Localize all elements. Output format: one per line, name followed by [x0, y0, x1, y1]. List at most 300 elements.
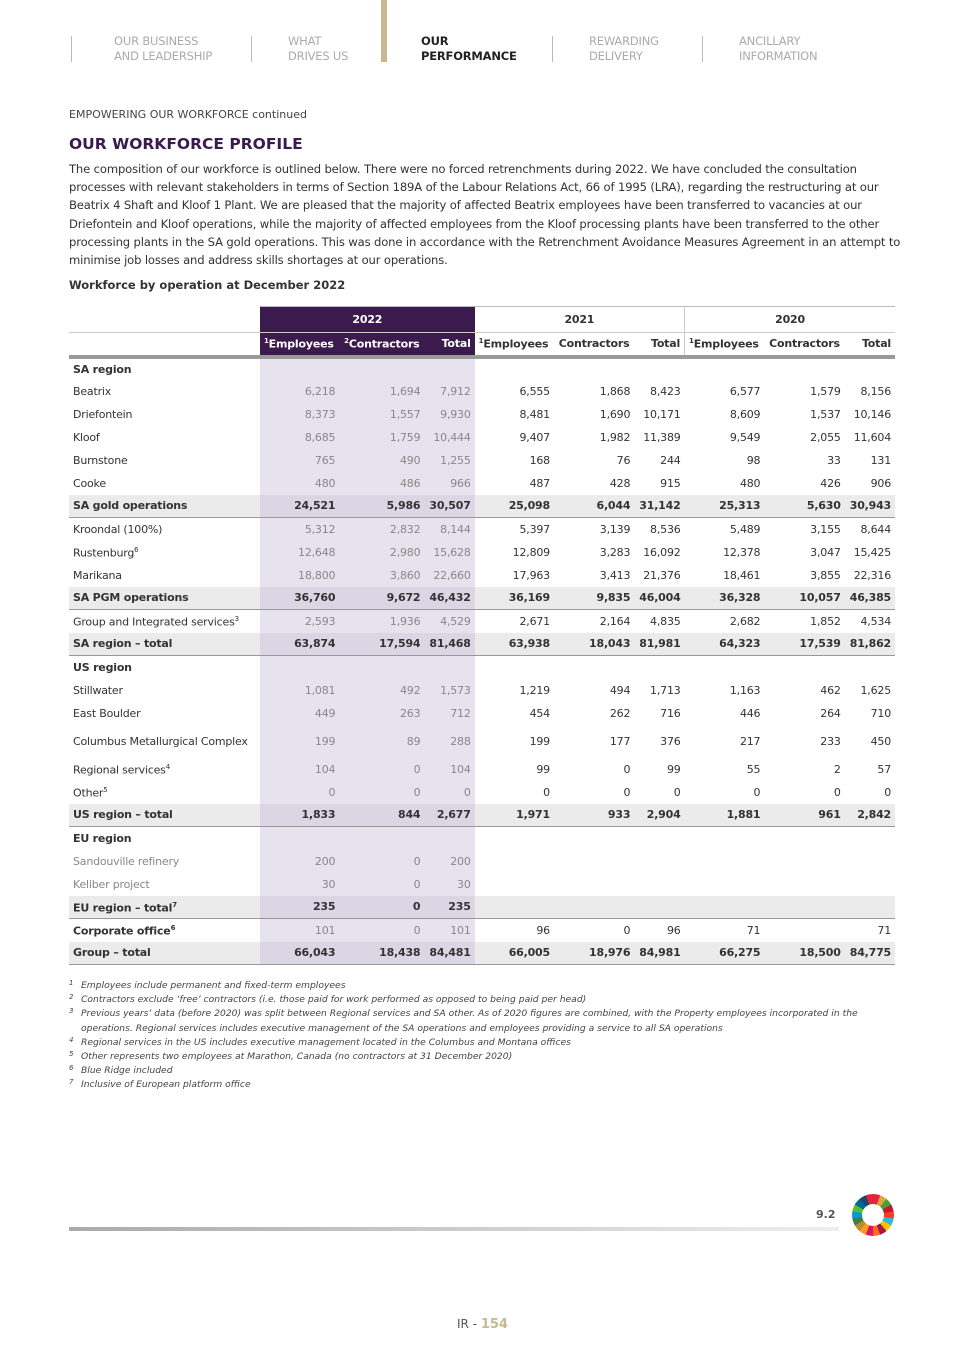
row-label-text: SA region – total — [73, 637, 173, 651]
table-cell: 492 — [339, 679, 424, 702]
table-cell: 2,980 — [339, 541, 424, 564]
table-cell — [634, 896, 684, 919]
row-label — [69, 564, 260, 587]
table-cell: 3,283 — [599, 545, 631, 559]
table-cell: 101 — [424, 919, 474, 942]
total-row — [69, 495, 895, 518]
nav-ancillary-information[interactable] — [739, 34, 817, 64]
row-label-text: EU region — [73, 831, 132, 845]
table-cell: 199 — [529, 734, 550, 748]
row-label-text: Columbus Metallurgical Complex — [73, 734, 248, 748]
table-cell: 1,579 — [810, 384, 841, 398]
table-cell: 486 — [339, 472, 424, 495]
table-cell — [845, 850, 895, 873]
table-cell: 10,057 — [764, 587, 844, 610]
table-cell: 906 — [870, 476, 891, 490]
table-cell: 10,146 — [853, 407, 891, 421]
table-cell — [424, 827, 474, 850]
table-row — [69, 850, 895, 873]
footnote-ref: 5 — [103, 786, 108, 795]
table-cell: 9,407 — [519, 430, 550, 444]
table-cell: 17,594 — [339, 633, 424, 656]
table-cell — [685, 357, 765, 380]
table-cell: 66,005 — [475, 942, 554, 965]
table-cell: 46,432 — [424, 587, 474, 610]
table-cell — [634, 827, 684, 850]
row-label-text: Stillwater — [73, 683, 123, 697]
row-label-text: SA gold operations — [73, 499, 188, 513]
region-row — [69, 827, 895, 850]
table-cell: 18,976 — [554, 942, 634, 965]
table-cell: 99 — [536, 762, 550, 776]
sdg-wheel-icon — [852, 1194, 894, 1236]
table-cell: 933 — [554, 804, 634, 827]
table-cell — [260, 656, 339, 679]
row-label-text: Corporate office — [73, 925, 171, 939]
region-row — [69, 357, 895, 380]
table-cell: 99 — [666, 762, 681, 776]
table-cell: 25,313 — [685, 495, 765, 518]
page-prefix: IR - — [457, 1317, 481, 1331]
row-label — [69, 896, 260, 919]
column-header-label: Contractors — [558, 337, 630, 351]
table-cell: 25,098 — [475, 495, 554, 518]
table-cell: 8,536 — [650, 522, 681, 536]
footnote-number: 4 — [69, 1035, 74, 1044]
table-cell: 2,832 — [339, 518, 424, 541]
column-header — [764, 333, 844, 357]
table-cell: 64,323 — [685, 633, 765, 656]
table-cell — [685, 850, 765, 873]
table-cell: 0 — [673, 785, 681, 799]
table-cell: 2,593 — [260, 610, 339, 633]
row-label-text: Burnstone — [73, 453, 128, 467]
table-cell: 8,423 — [650, 384, 681, 398]
row-label — [69, 357, 260, 380]
column-header — [260, 333, 339, 357]
table-cell: 1,713 — [650, 683, 681, 697]
table-cell — [685, 873, 765, 896]
table-cell: 263 — [339, 702, 424, 725]
page-number-value: 154 — [480, 1317, 508, 1332]
table-cell: 9,835 — [554, 587, 634, 610]
year-header-2020: 2020 — [685, 307, 895, 333]
table-cell: 18,438 — [339, 942, 424, 965]
year-header-2022: 2022 — [260, 307, 475, 333]
table-cell: 462 — [820, 683, 841, 697]
row-label-text: SA PGM operations — [73, 591, 189, 605]
row-label-text: Kloof — [73, 430, 100, 444]
table-cell — [475, 357, 554, 380]
row-label — [69, 758, 260, 781]
nav-label: WHAT — [288, 34, 322, 48]
table-cell — [764, 873, 844, 896]
footnote-number: 3 — [69, 1007, 74, 1016]
table-cell: 96 — [536, 923, 550, 937]
column-header — [634, 333, 684, 357]
table-cell: 716 — [660, 706, 681, 720]
table-cell: 81,468 — [424, 633, 474, 656]
table-cell: 2,904 — [634, 804, 684, 827]
column-header-label: Employees — [268, 337, 334, 351]
row-label — [69, 587, 260, 610]
table-cell — [634, 850, 684, 873]
footnote — [69, 1007, 899, 1035]
row-label — [69, 495, 260, 518]
table-cell: 1,759 — [339, 426, 424, 449]
table-cell: 8,481 — [519, 407, 550, 421]
table-cell — [554, 850, 634, 873]
row-label-text: Sandouville refinery — [73, 854, 180, 868]
total-row — [69, 587, 895, 610]
table-cell: 5,630 — [764, 495, 844, 518]
footnote — [69, 979, 899, 993]
column-header — [845, 333, 895, 357]
table-cell: 10,444 — [424, 426, 474, 449]
table-cell: 7,912 — [424, 380, 474, 403]
footnotes — [69, 979, 899, 1093]
row-label-text: East Boulder — [73, 706, 141, 720]
table-cell — [554, 896, 634, 919]
table-cell: 5,397 — [519, 522, 550, 536]
table-cell: 494 — [609, 683, 631, 697]
table-cell: 0 — [543, 785, 550, 799]
row-label — [69, 380, 260, 403]
table-cell: 1,982 — [599, 430, 631, 444]
table-cell: 11,604 — [853, 430, 891, 444]
row-label — [69, 403, 260, 426]
row-label — [69, 873, 260, 896]
nav-label: DELIVERY — [589, 49, 643, 63]
table-cell: 17,539 — [764, 633, 844, 656]
footnote-text: Regional services in the US includes executive management located in the Columbus and Montana offices — [81, 1036, 571, 1048]
table-cell: 262 — [609, 706, 631, 720]
table-cell: 2 — [833, 762, 841, 776]
table-cell: 0 — [339, 850, 424, 873]
table-cell — [475, 873, 554, 896]
nav-our-performance[interactable] — [421, 34, 517, 64]
table-cell — [845, 827, 895, 850]
table-cell: 0 — [753, 785, 761, 799]
footnote-number: 6 — [69, 1064, 74, 1073]
row-label — [69, 449, 260, 472]
table-row — [69, 873, 895, 896]
table-cell: 9,930 — [424, 403, 474, 426]
table-cell: 1,868 — [599, 384, 631, 398]
table-cell: 0 — [623, 785, 631, 799]
table-cell: 71 — [746, 923, 761, 937]
table-row — [69, 380, 895, 403]
footnote-ref: 6 — [134, 546, 139, 555]
table-cell — [554, 656, 634, 679]
table-cell — [339, 827, 424, 850]
footnote-text: Other represents two employees at Marathon, Canada (no contractors at 31 December 2020) — [81, 1051, 513, 1063]
row-label — [69, 656, 260, 679]
table-cell: 168 — [529, 453, 550, 467]
table-cell — [634, 873, 684, 896]
nav-label: INFORMATION — [739, 49, 818, 63]
table-cell: 17,963 — [512, 568, 550, 582]
table-cell: 200 — [424, 850, 474, 873]
table-cell: 961 — [764, 804, 844, 827]
table-cell: 710 — [870, 706, 891, 720]
section-nav — [0, 0, 965, 70]
column-header-label: Employees — [693, 337, 759, 351]
table-cell: 480 — [260, 472, 339, 495]
table-row — [69, 403, 895, 426]
table-caption: Workforce by operation at December 2022 — [69, 278, 346, 292]
table-cell — [260, 827, 339, 850]
intro-paragraph: The composition of our workforce is outlined below. There were no forced retrenchments during 2022. We have concluded the consultation processes with relevant stakeholders in terms of Section 189A of the Labour Relations Act, 66 of 1995 (LRA), regarding the restructuring at our Beatrix 4 Shaft and Kloof 1 Plant. We are pleased that the majority of affected Beatrix employees have been transferred to vacancies at our Driefontein and Kloof operations, while the majority of affected employees from the Kloof processing plants have been transferred to the other processing plants in the SA gold operations. This was done in accordance with the Retrenchment Avoidance Measures Agreement in an attempt to minimise job losses and address skills shortages at our operations. — [69, 162, 901, 268]
table-cell: 101 — [260, 919, 339, 942]
row-label-text: Cooke — [73, 476, 106, 490]
table-cell: 8,144 — [424, 518, 474, 541]
table-row — [69, 781, 895, 804]
table-cell — [424, 357, 474, 380]
table-cell: 1,936 — [339, 610, 424, 633]
row-label — [69, 610, 260, 633]
table-row — [69, 702, 895, 725]
nav-what-drives-us[interactable] — [288, 34, 348, 64]
nav-divider — [552, 36, 553, 62]
table-cell — [764, 850, 844, 873]
table-cell: 30 — [424, 873, 474, 896]
table-cell: 3,413 — [599, 568, 631, 582]
table-cell — [475, 896, 554, 919]
table-cell: 480 — [739, 476, 761, 490]
table-cell: 0 — [339, 873, 424, 896]
table-row — [69, 679, 895, 702]
footnote-number: 1 — [69, 979, 74, 987]
table-row — [69, 472, 895, 495]
table-cell: 8,685 — [260, 426, 339, 449]
table-cell: 1,694 — [339, 380, 424, 403]
table-cell: 71 — [877, 923, 891, 937]
table-cell: 16,092 — [643, 545, 681, 559]
table-cell: 104 — [424, 758, 474, 781]
table-cell: 84,775 — [845, 942, 895, 965]
region-row — [69, 656, 895, 679]
table-cell: 18,800 — [260, 564, 339, 587]
table-cell — [764, 827, 844, 850]
table-cell — [634, 357, 684, 380]
table-cell: 2,677 — [424, 804, 474, 827]
row-label — [69, 919, 260, 942]
workforce-table — [69, 306, 895, 965]
table-cell: 8,156 — [860, 384, 891, 398]
table-cell: 244 — [660, 453, 681, 467]
nav-label: PERFORMANCE — [421, 49, 517, 63]
row-label — [69, 804, 260, 827]
table-cell: 1,971 — [475, 804, 554, 827]
footnote — [69, 993, 899, 1007]
table-cell: 18,461 — [723, 568, 761, 582]
row-label-text: Other — [73, 786, 104, 800]
footnote-ref: 2 — [344, 336, 349, 345]
row-label — [69, 702, 260, 725]
row-label — [69, 426, 260, 449]
row-label — [69, 781, 260, 804]
table-cell: 0 — [339, 758, 424, 781]
row-label-text: Rustenburg — [73, 546, 135, 560]
footnote-text: Previous years’ data (before 2020) was split between Regional services and SA other. As of 2020 figures are combined, with the Property employees incorporated in the operations. Regional services includes executive management of the SA operations and employees providing a service to all SA operations — [81, 1008, 858, 1034]
table-cell — [764, 357, 844, 380]
row-label — [69, 850, 260, 873]
footnote-number: 2 — [69, 993, 74, 1002]
table-cell: 2,671 — [519, 614, 550, 628]
sdg-goal-label: 9.2 — [816, 1208, 836, 1221]
row-label-text: Group and Integrated services — [73, 616, 235, 630]
total-row — [69, 804, 895, 827]
footnote — [69, 1050, 899, 1064]
table-cell: 1,690 — [599, 407, 631, 421]
table-cell: 96 — [666, 923, 681, 937]
table-cell: 84,981 — [634, 942, 684, 965]
table-cell — [554, 357, 634, 380]
column-header-label: Total — [650, 337, 681, 351]
table-cell — [685, 896, 765, 919]
table-cell: 915 — [660, 476, 681, 490]
table-cell: 0 — [884, 785, 891, 799]
table-cell: 12,378 — [723, 545, 761, 559]
footnote-number: 5 — [69, 1050, 74, 1059]
table-cell: 966 — [424, 472, 474, 495]
table-row — [69, 564, 895, 587]
table-cell: 36,169 — [475, 587, 554, 610]
footnote — [69, 1078, 899, 1092]
row-label-text: Keliber project — [73, 877, 150, 891]
row-label-text: Kroondal (100%) — [73, 522, 163, 536]
footnote-ref: 4 — [165, 763, 170, 772]
table-cell — [845, 656, 895, 679]
row-label-text: Group – total — [73, 946, 151, 960]
table-cell — [685, 656, 765, 679]
table-cell: 36,328 — [685, 587, 765, 610]
row-label-text: EU region – total — [73, 901, 173, 915]
row-label — [69, 679, 260, 702]
table-cell — [554, 873, 634, 896]
column-header-label: Contractors — [348, 337, 420, 351]
table-cell: 233 — [820, 734, 841, 748]
table-cell: 63,874 — [260, 633, 339, 656]
table-cell: 30 — [260, 873, 339, 896]
nav-our-business[interactable] — [114, 34, 212, 64]
table-row — [69, 725, 895, 758]
table-cell: 15,628 — [424, 541, 474, 564]
total-row — [69, 633, 895, 656]
table-cell: 235 — [424, 896, 474, 919]
table-cell: 3,139 — [599, 522, 631, 536]
table-cell: 3,855 — [810, 568, 841, 582]
table-row — [69, 541, 895, 564]
table-cell — [634, 656, 684, 679]
table-cell: 487 — [529, 476, 550, 490]
table-cell: 15,425 — [853, 545, 891, 559]
table-cell — [685, 827, 765, 850]
table-cell: 30,507 — [424, 495, 474, 518]
row-label-text: US region — [73, 660, 132, 674]
table-cell: 31,142 — [634, 495, 684, 518]
row-label — [69, 541, 260, 564]
footnote-number: 7 — [69, 1078, 74, 1087]
page-number — [0, 1317, 965, 1332]
table-cell: 5,312 — [260, 518, 339, 541]
table-cell: 712 — [424, 702, 474, 725]
table-cell — [475, 827, 554, 850]
table-cell: 490 — [339, 449, 424, 472]
table-cell: 1,081 — [260, 679, 339, 702]
column-header — [424, 333, 474, 357]
section-kicker: EMPOWERING OUR WORKFORCE continued — [69, 108, 307, 121]
table-row — [69, 919, 895, 942]
table-cell: 81,862 — [845, 633, 895, 656]
table-cell: 4,835 — [650, 614, 681, 628]
table-cell: 0 — [623, 923, 631, 937]
table-cell: 1,537 — [810, 407, 841, 421]
table-cell: 2,682 — [729, 614, 761, 628]
footnote-text: Inclusive of European platform office — [81, 1079, 251, 1091]
table-cell: 3,155 — [810, 522, 841, 536]
table-cell — [764, 919, 844, 942]
table-cell — [554, 827, 634, 850]
table-cell: 765 — [260, 449, 339, 472]
table-cell: 2,164 — [599, 614, 631, 628]
row-label-text: Beatrix — [73, 384, 112, 398]
table-cell: 1,557 — [339, 403, 424, 426]
table-cell: 6,218 — [260, 380, 339, 403]
column-header-label: Total — [441, 337, 471, 351]
table-cell: 98 — [746, 453, 761, 467]
table-cell: 0 — [833, 785, 841, 799]
table-cell: 18,043 — [554, 633, 634, 656]
table-cell: 0 — [424, 781, 474, 804]
nav-rewarding-delivery[interactable] — [589, 34, 659, 64]
empty-header — [69, 333, 260, 357]
table-cell: 217 — [739, 734, 761, 748]
footnote-ref: 3 — [234, 615, 239, 624]
row-label — [69, 518, 260, 541]
footnote-ref: 1 — [689, 336, 694, 345]
footnote-ref: 7 — [172, 900, 177, 909]
table-cell: 8,609 — [729, 407, 761, 421]
row-label-text: US region – total — [73, 808, 173, 822]
footer-rule — [69, 1227, 839, 1231]
table-cell: 449 — [260, 702, 339, 725]
table-cell: 1,573 — [424, 679, 474, 702]
table-cell: 428 — [609, 476, 631, 490]
table-cell: 0 — [260, 781, 339, 804]
table-cell: 36,760 — [260, 587, 339, 610]
table-cell: 5,489 — [729, 522, 761, 536]
nav-label: ANCILLARY — [739, 34, 801, 48]
row-label-text: SA region — [73, 362, 132, 376]
row-label — [69, 472, 260, 495]
table-cell: 6,555 — [519, 384, 550, 398]
total-row — [69, 942, 895, 965]
table-cell: 18,500 — [764, 942, 844, 965]
column-header-label: Contractors — [769, 337, 840, 351]
table-cell — [845, 873, 895, 896]
column-header-label: Total — [861, 337, 891, 351]
footnote-ref: 1 — [478, 336, 484, 345]
table-cell: 63,938 — [475, 633, 554, 656]
column-header — [475, 333, 554, 357]
table-cell: 177 — [609, 734, 631, 748]
table-cell: 1,255 — [424, 449, 474, 472]
table-cell: 200 — [260, 850, 339, 873]
nav-label: OUR BUSINESS — [114, 34, 199, 48]
active-section-marker — [381, 0, 387, 62]
